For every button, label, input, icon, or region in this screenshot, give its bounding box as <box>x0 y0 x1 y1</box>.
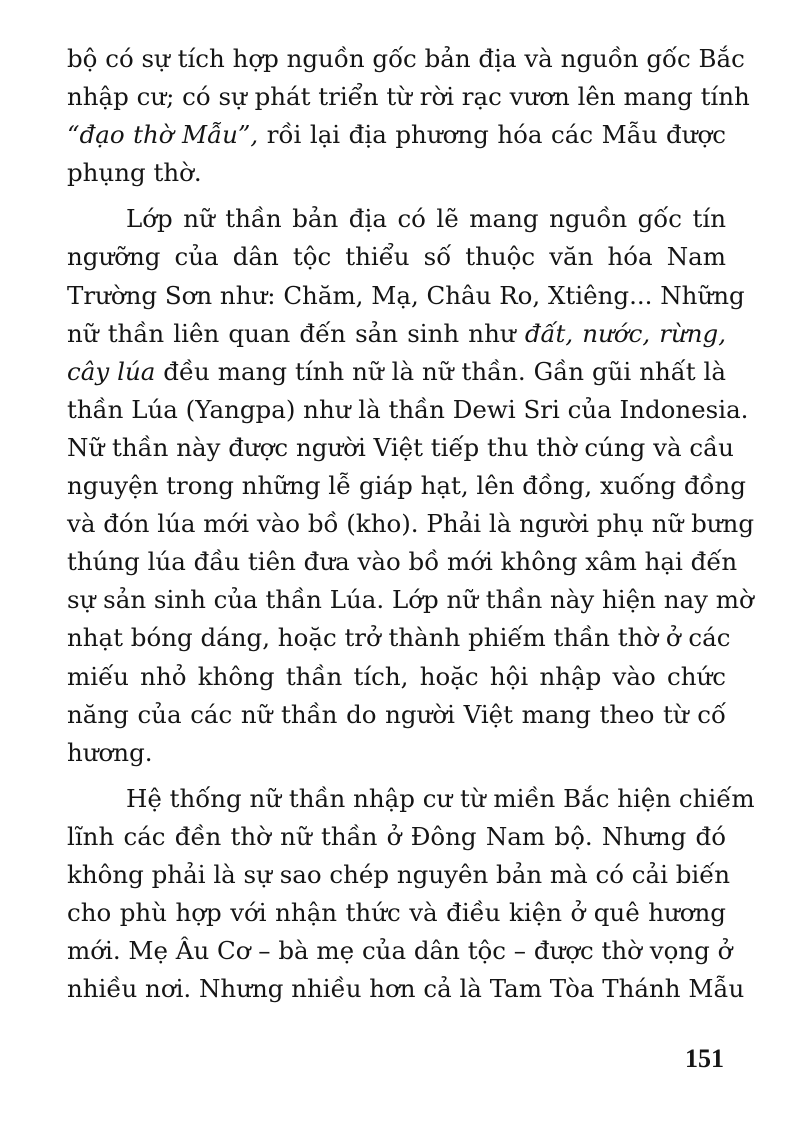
body-text <box>67 40 755 1016</box>
paragraph <box>67 200 755 771</box>
text-line <box>67 353 726 391</box>
text-run: thúng lúa đầu tiên đưa vào bồ mới không xâm hại đến <box>67 547 738 577</box>
text-line <box>67 856 731 894</box>
text-line <box>67 40 745 78</box>
italic-text: cây lúa <box>67 356 156 386</box>
text-line <box>67 467 746 505</box>
text-line <box>67 932 733 970</box>
text-line <box>67 200 726 238</box>
text-run: miếu nhỏ không thần tích, hoặc hội nhập vào chức <box>67 661 726 691</box>
text-run: Trường Sơn như: Chăm, Mạ, Châu Ro, Xtiêng... Những <box>67 280 745 310</box>
italic-text: đất, nước, rừng, <box>524 318 727 348</box>
paragraph <box>67 40 750 192</box>
text-run: bộ có sự tích hợp nguồn gốc bản địa và nguồn gốc Bắc <box>67 44 745 73</box>
paragraph <box>67 780 755 1009</box>
text-line <box>67 734 726 772</box>
text-run: Nữ thần này được người Việt tiếp thu thờ cúng và cầu <box>67 432 734 462</box>
text-line <box>67 818 726 856</box>
text-line <box>67 581 754 619</box>
text-line <box>67 619 731 657</box>
text-line <box>67 78 750 116</box>
text-line <box>67 543 738 581</box>
text-run: ngưỡng của dân tộc thiểu số thuộc văn hóa Nam <box>67 242 726 272</box>
text-line <box>67 696 726 734</box>
text-run: không phải là sự sao chép nguyên bản mà có cải biến <box>67 859 731 889</box>
text-run: năng của các nữ thần do người Việt mang theo từ cố <box>67 699 726 729</box>
text-run: nhạt bóng dáng, hoặc trở thành phiếm thần thờ ở các <box>67 623 731 653</box>
text-run: nữ thần liên quan đến sản sinh như <box>67 318 525 348</box>
text-line <box>67 116 726 154</box>
text-run: hương. <box>67 737 153 767</box>
text-line <box>67 391 749 429</box>
text-run: Hệ thống nữ thần nhập cư từ miền Bắc hiện chiếm <box>126 783 755 813</box>
text-line <box>67 894 726 932</box>
text-line <box>67 238 726 276</box>
text-line <box>67 429 734 467</box>
text-run: phụng thờ. <box>67 158 202 188</box>
text-run: mới. Mẹ Âu Cơ – bà mẹ của dân tộc – được thờ vọng ở <box>67 936 733 966</box>
text-line <box>67 154 726 192</box>
text-run: lĩnh các đền thờ nữ thần ở Đông Nam bộ. Nhưng đó <box>67 821 726 851</box>
text-line <box>67 505 755 543</box>
text-line <box>67 780 755 818</box>
text-run: rồi lại địa phương hóa các Mẫu được <box>258 120 726 150</box>
text-line <box>67 315 726 353</box>
text-line <box>67 970 745 1008</box>
text-run: Lớp nữ thần bản địa có lẽ mang nguồn gốc tín <box>126 204 726 234</box>
text-run: nhiều nơi. Nhưng nhiều hơn cả là Tam Tòa Thánh Mẫu <box>67 974 745 1004</box>
italic-text: “đạo thờ Mẫu”, <box>67 120 259 150</box>
page-number: 151 <box>685 1044 724 1073</box>
text-run: cho phù hợp với nhận thức và điều kiện ở quê hương <box>67 898 726 928</box>
text-run: nhập cư; có sự phát triển từ rời rạc vươn lên mang tính <box>67 82 750 112</box>
text-line <box>67 658 726 696</box>
text-run: và đón lúa mới vào bồ (kho). Phải là người phụ nữ bưng <box>67 509 755 539</box>
text-run: thần Lúa (Yangpa) như là thần Dewi Sri của Indonesia. <box>67 394 749 424</box>
text-run: nguyện trong những lễ giáp hạt, lên đồng, xuống đồng <box>67 471 746 501</box>
text-line <box>67 277 745 315</box>
text-run: đều mang tính nữ là nữ thần. Gần gũi nhất là <box>155 356 726 386</box>
text-run: sự sản sinh của thần Lúa. Lớp nữ thần này hiện nay mờ <box>67 585 754 615</box>
